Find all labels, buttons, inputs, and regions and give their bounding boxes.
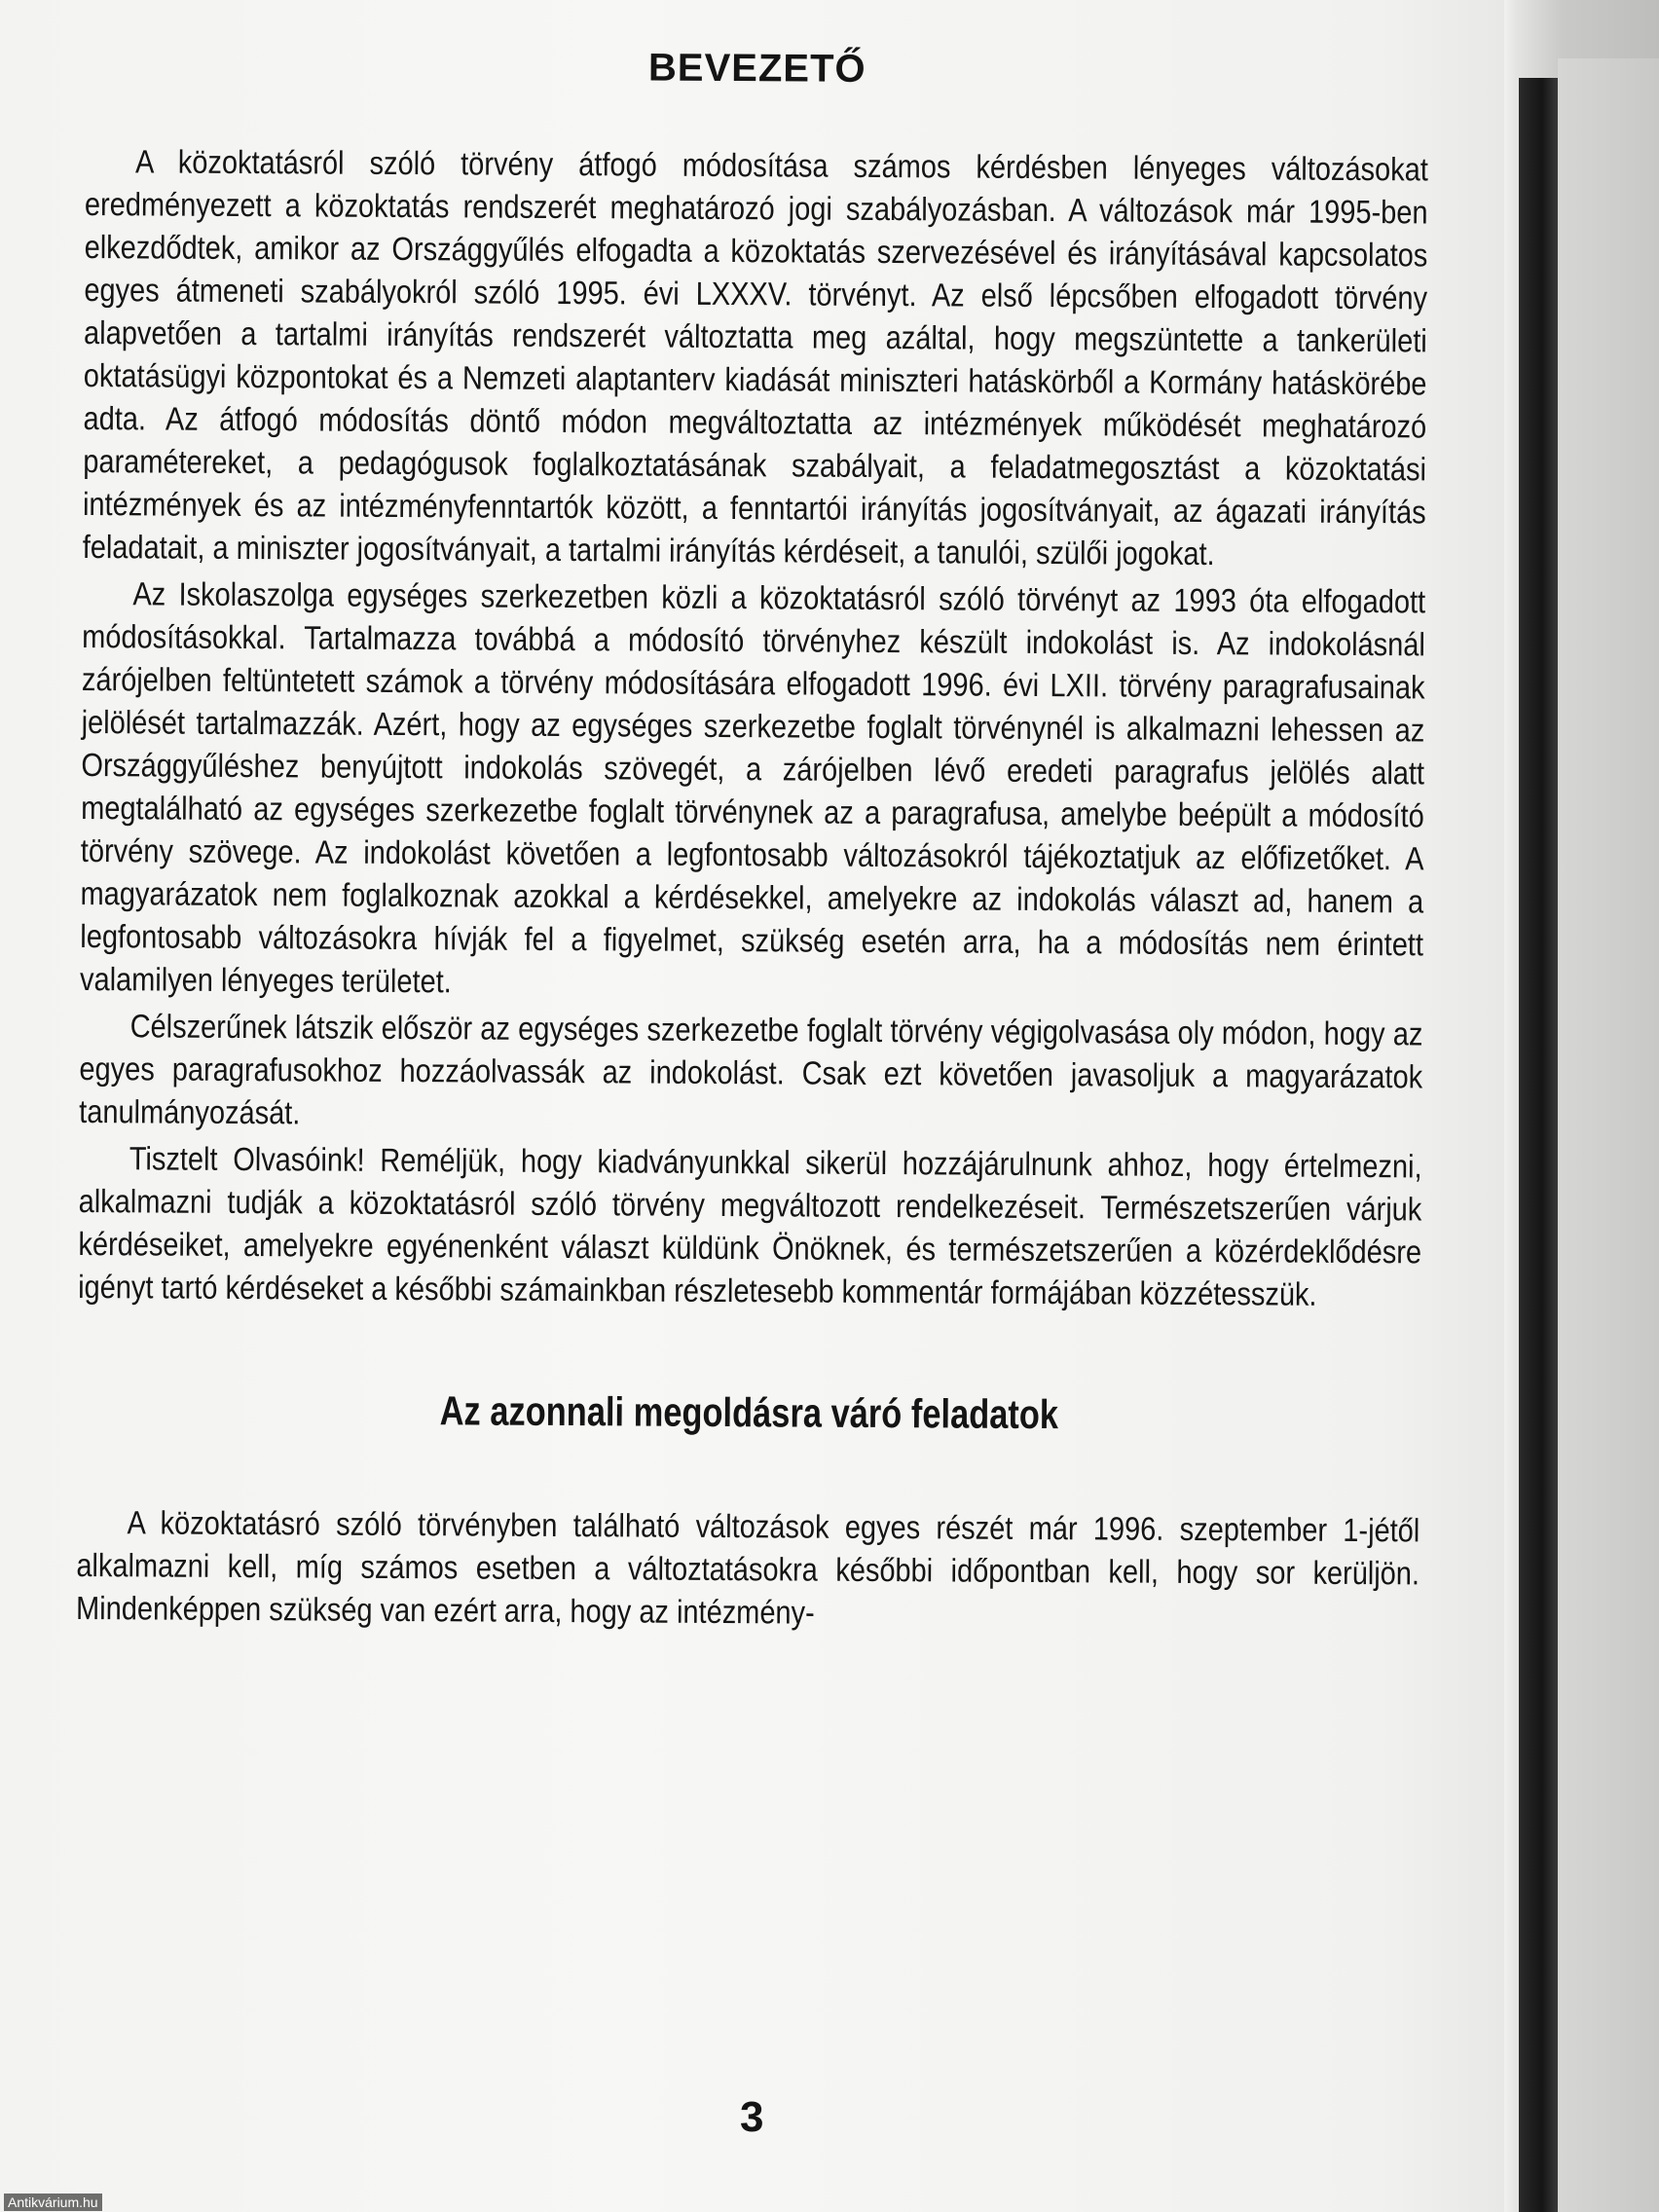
intro-paragraph-4: Tisztelt Olvasóink! Reméljük, hogy kiadványunkkal sikerül hozzájárulnunk ahhoz, hogy értelmezni, alkalmazni tudják a közoktatásról szóló törvény megváltozott rendelkezéseit. Természetszerűen várjuk kérdéseiket, amelyekre egyénenként választ küldünk Önöknek, és természetszerűen a közérdeklődésre igényt tartó kérdéseket a későbbi számainkban részletesebb kommentár formájában közzétesszük. xyxy=(78,1141,1422,1313)
adjacent-page-edge xyxy=(1558,58,1659,2212)
section-paragraph-1: A közoktatásró szóló törvényben található változások egyes részét már 1996. szeptember 1-jétől alkalmazni kell, míg számos esetben a változtatásokra későbbi időpontban kell, hogy sor kerüljön. Mindenképpen szükség van ezért arra, hogy az intézmény- xyxy=(76,1505,1420,1632)
intro-paragraph-2: Az Iskolaszolga egységes szerkezetben közli a közoktatásról szóló törvényt az 1993 óta elfogadott módosításokkal. Tartalmazza továbbá a módosító törvényhez készült indokolást is. Az indokolásnál zárójelben feltüntetett számok a törvény módosítására elfogadott 1996. évi LXII. törvény paragrafusainak jelölését tartalmazzák. Azért, hogy az egységes szerkezetbe foglalt törvénynél is alkalmazni lehessen az Országgyűléshez benyújtott indokolás szövegét, a zárójelben lévő eredeti paragrafus jelölés alatt megtalálható az egységes szerkezetbe foglalt törvénynek az a paragrafusa, amelybe beépült a módosító törvény szövege. Az indokolást követően a legfontosabb változásokról tájékoztatjuk az előfizetőket. A magyarázatok nem foglalkoznak azokkal a kérdésekkel, amelyekre az indokolás választ ad, hanem a legfontosabb változásokra hívják fel a figyelmet, szükség esetén arra, ha a módosítás nem érintett valamilyen lényeges területet. xyxy=(79,576,1426,1001)
section-heading: Az azonnali megoldásra váró feladatok xyxy=(439,1387,1059,1438)
intro-paragraph-3: Célszerűnek látszik először az egységes szerkezetbe foglalt törvény végigolvasása oly módon, hogy az egyes paragrafusokhoz hozzáolvassák az indokolást. Csak ezt követően javasoljuk a magyarázatok tanulmányozását. xyxy=(79,1009,1423,1132)
page-title: BEVEZETŐ xyxy=(647,46,866,91)
watermark: Antikvárium.hu xyxy=(4,2194,102,2211)
book-cover-edge xyxy=(1519,78,1558,2212)
page-number: 3 xyxy=(740,2093,764,2141)
page-content xyxy=(76,33,1429,1639)
intro-paragraph-1: A közoktatásról szóló törvény átfogó módosítása számos kérdésben lényeges változásokat eredményezett a közoktatás rendszerét meghatározó jogi szabályozásban. A változások már 1995-ben elkezdődtek, amikor az Országgyűlés elfogadta a közoktatás szervezésével és irányításával kapcsolatos egyes átmeneti szabályokról szóló 1995. évi LXXXV. törvényt. Az első lépcsőben elfogadott törvény alapvetően a tartalmi irányítás rendszerét változtatta meg azáltal, hogy megszüntette a tankerületi oktatásügyi központokat és a Nemzeti alaptanterv kiadását miniszteri hatáskörből a Kormány hatáskörébe adta. Az átfogó módosítás döntő módon megváltoztatta az intézmények működését meghatározó paramétereket, a pedagógusok foglalkoztatásának szabályait, a feladatmegosztást a közoktatási intézmények és az intézményfenntartók között, a fenntartói irányítás jogosítványait, az ágazati irányítás feladatait, a miniszter jogosítványait, a tartalmi irányítás kérdéseit, a tanulói, szülői jogokat. xyxy=(82,144,1428,573)
